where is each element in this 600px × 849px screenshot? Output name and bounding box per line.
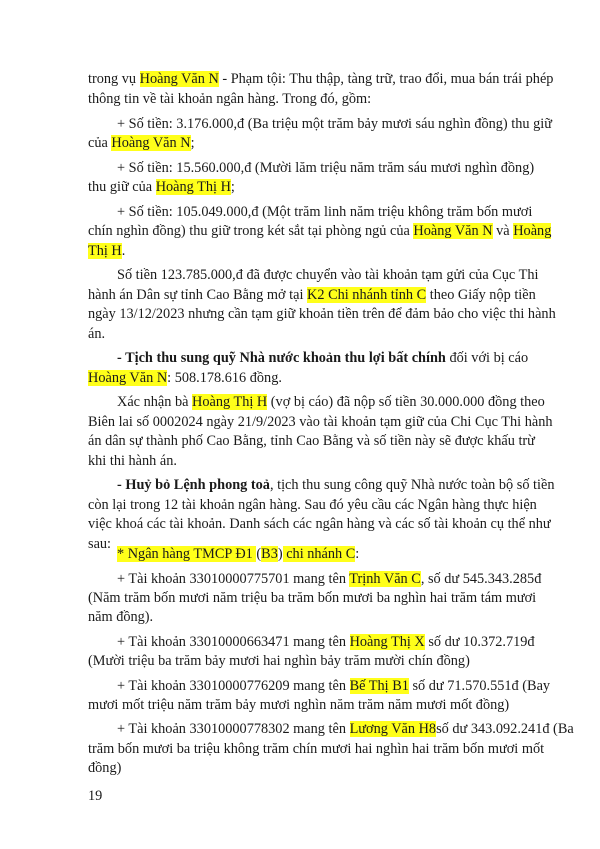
highlighted-name: Lương Văn H8 bbox=[349, 721, 437, 737]
text-line bbox=[88, 70, 553, 88]
text-line bbox=[88, 286, 536, 304]
highlighted-name: Trịnh Văn C bbox=[349, 571, 421, 587]
text-line: Biên lai số 0002024 ngày 21/9/2023 vào tài khoản tạm giữ của Chi Cục Thi hành bbox=[88, 414, 553, 430]
highlighted-name: Hoàng Văn N bbox=[413, 223, 493, 239]
text-line bbox=[117, 633, 535, 651]
text-run: và bbox=[492, 223, 514, 239]
text-line bbox=[117, 570, 541, 588]
text-run: + Tài khoản 33010000663471 mang tên bbox=[117, 634, 350, 650]
highlighted-text: B3 bbox=[261, 546, 278, 562]
highlighted-name: Hoàng Thị X bbox=[349, 634, 425, 650]
text-run: chín nghìn đồng) thu giữ trong két sắt tại phòng ngủ của bbox=[88, 223, 414, 239]
highlighted-name: Hoàng bbox=[513, 223, 552, 239]
text-line: án. bbox=[88, 326, 106, 342]
highlighted-name: Bế Thị B1 bbox=[349, 678, 409, 694]
text-run: ; bbox=[190, 135, 195, 151]
text-line: + Số tiền: 105.049.000,đ (Một trăm linh năm triệu không trăm bốn mươi bbox=[117, 204, 533, 220]
text-line: việc khoá các tài khoản. Danh sách các ngân hàng và các số tài khoản cụ thể như bbox=[88, 516, 551, 532]
text-line: còn lại trong 12 tài khoản ngân hàng. Sau đó yêu cầu các Ngân hàng thực hiện bbox=[88, 497, 537, 513]
text-run: Xác nhận bà bbox=[117, 394, 193, 410]
text-line: thông tin về tài khoản ngân hàng. Trong đó, gồm: bbox=[88, 91, 372, 107]
text-line bbox=[88, 222, 551, 240]
text-line: khi thi hành án. bbox=[88, 453, 177, 469]
text-run: + Tài khoản 33010000778302 mang tên bbox=[117, 721, 350, 737]
text-line: + Số tiền: 15.560.000,đ (Mười lăm triệu năm trăm sáu mươi nghìn đồng) bbox=[117, 160, 535, 176]
text-line: (Năm trăm bốn mươi năm triệu ba trăm bốn mươi ba nghìn hai trăm tám mươi bbox=[88, 590, 537, 606]
text-line bbox=[117, 393, 545, 411]
text-run: , số dư 545.343.285đ bbox=[420, 571, 542, 587]
highlighted-name: Hoàng Thị H bbox=[155, 179, 231, 195]
text-run: , tịch thu sung công quỹ Nhà nước toàn bộ số tiền bbox=[269, 477, 555, 493]
text-line bbox=[117, 677, 550, 695]
highlighted-name: Hoàng Văn N bbox=[139, 71, 219, 87]
text-run: : 508.178.616 đồng. bbox=[167, 370, 282, 386]
text-line: (Mười triệu ba trăm bảy mươi hai nghìn bảy trăm mười chín đồng) bbox=[88, 653, 470, 669]
text-line bbox=[117, 476, 554, 494]
text-line: năm đồng). bbox=[88, 609, 154, 625]
text-line bbox=[117, 349, 528, 367]
highlighted-text: K2 Chi nhánh tỉnh C bbox=[307, 287, 427, 303]
text-run: số dư 10.372.719đ bbox=[424, 634, 535, 650]
text-run: (vợ bị cáo) đã nộp số tiền 30.000.000 đồng theo bbox=[267, 394, 545, 410]
highlighted-name: Thị H bbox=[88, 243, 122, 259]
bold-heading: - Huỷ bỏ Lệnh phong toả bbox=[117, 477, 270, 493]
text-run: - Phạm tội: Thu thập, tàng trữ, trao đổi, mua bán trái phép bbox=[218, 71, 554, 87]
text-line bbox=[88, 178, 235, 196]
text-line bbox=[88, 134, 195, 152]
text-run: ( bbox=[256, 546, 262, 562]
highlighted-name: Hoàng Văn N bbox=[111, 135, 191, 151]
highlighted-name: Hoàng Văn N bbox=[88, 370, 168, 386]
text-run: số dư 71.570.551đ (Bay bbox=[408, 678, 551, 694]
text-line: sau: bbox=[88, 536, 112, 552]
text-line: án dân sự thành phố Cao Bằng, tỉnh Cao Bằng và số tiền này sẽ được khấu trừ bbox=[88, 433, 535, 449]
text-run: đối với bị cáo bbox=[445, 350, 529, 366]
text-line: + Số tiền: 3.176.000,đ (Ba triệu một trăm bảy mươi sáu nghìn đồng) thu giữ bbox=[117, 116, 552, 132]
highlighted-name: Hoàng Thị H bbox=[192, 394, 268, 410]
text-run: ) bbox=[277, 546, 283, 562]
highlighted-text: * Ngân hàng TMCP Đ1 bbox=[117, 546, 257, 562]
text-run: theo Giấy nộp tiền bbox=[426, 287, 536, 303]
text-line bbox=[117, 720, 574, 738]
text-line: Số tiền 123.785.000,đ đã được chuyển vào tài khoản tạm gửi của Cục Thi bbox=[117, 267, 539, 283]
page-number: 19 bbox=[88, 788, 103, 804]
text-run: thu giữ của bbox=[88, 179, 156, 195]
bold-heading: - Tịch thu sung quỹ Nhà nước khoản thu lợi bất chính bbox=[117, 350, 446, 366]
text-line: đồng) bbox=[88, 760, 122, 776]
bank-heading bbox=[117, 545, 359, 563]
text-run: . bbox=[121, 243, 126, 259]
highlighted-text: chi nhánh C bbox=[282, 546, 356, 562]
text-line: trăm bốn mươi ba triệu không trăm chín mươi hai nghìn hai trăm bốn mươi mốt bbox=[88, 741, 545, 757]
text-run: số dư 343.092.241đ (Ba bbox=[436, 721, 574, 737]
text-line bbox=[88, 369, 282, 387]
text-line: ngày 13/12/2023 nhưng cần tạm giữ khoản tiền trên để đảm bảo cho việc thi hành bbox=[88, 306, 556, 322]
text-run: : bbox=[355, 546, 360, 562]
text-run: + Tài khoản 33010000775701 mang tên bbox=[117, 571, 350, 587]
text-run: ; bbox=[230, 179, 235, 195]
text-line: mươi mốt triệu năm trăm bảy mươi nghìn năm trăm năm mươi mốt đồng) bbox=[88, 697, 510, 713]
text-line bbox=[88, 242, 125, 260]
text-run: hành án Dân sự tỉnh Cao Bằng mở tại bbox=[88, 287, 308, 303]
text-run: + Tài khoản 33010000776209 mang tên bbox=[117, 678, 350, 694]
text-run: của bbox=[88, 135, 112, 151]
text-run: trong vụ bbox=[88, 71, 140, 87]
